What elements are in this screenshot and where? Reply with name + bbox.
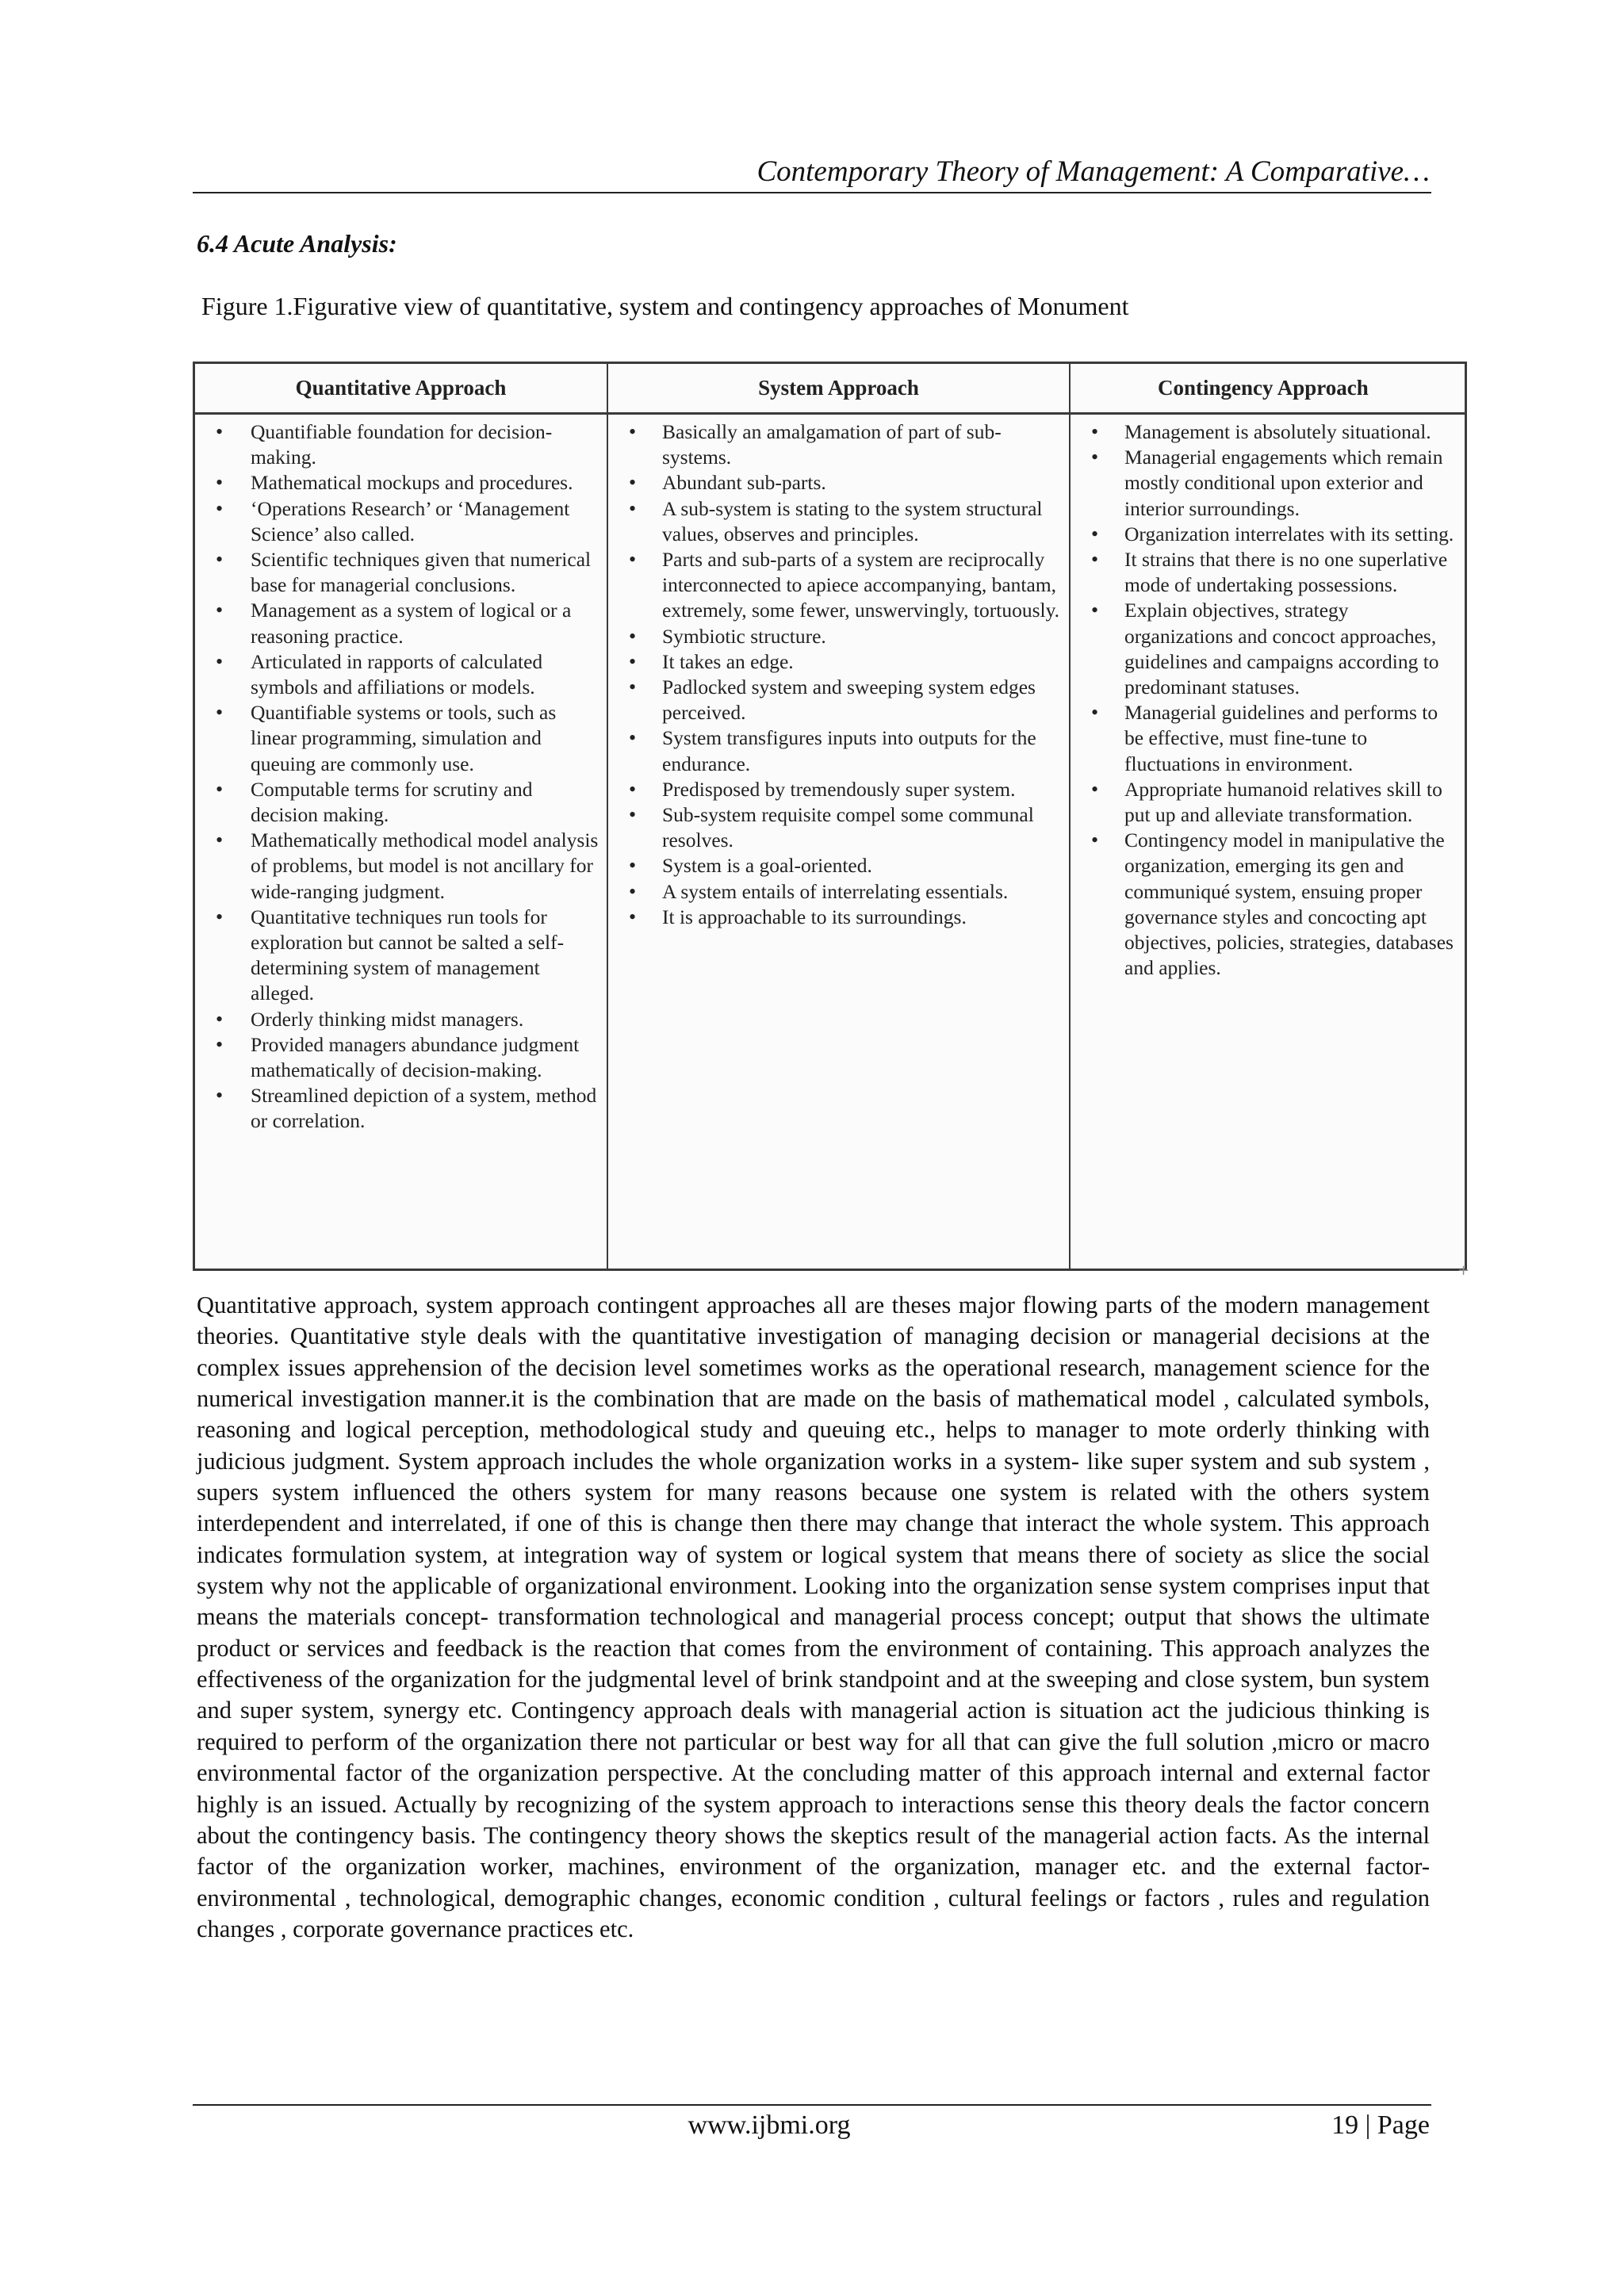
list-item: • Basically an amalgamation of part of sub-systems. bbox=[618, 419, 1061, 470]
crop-mark-icon: + bbox=[1457, 1262, 1470, 1279]
list-item: • Parts and sub-parts of a system are reciprocally interconnected to apiece accompanying, bantam, extremely, some fewer, unswervingly, tortuously. bbox=[618, 547, 1061, 624]
list-item: • Management as a system of logical or a reasoning practice. bbox=[205, 598, 599, 649]
column-quantitative bbox=[195, 415, 608, 1269]
column-header-quantitative: Quantitative Approach bbox=[195, 364, 608, 415]
column-header-system: System Approach bbox=[608, 364, 1071, 415]
list-item: • Sub-system requisite compel some communal resolves. bbox=[618, 802, 1061, 853]
running-header-title: Contemporary Theory of Management: A Comparative… bbox=[756, 155, 1430, 188]
footer-page-number: 19 | Page bbox=[1331, 2110, 1430, 2140]
list-item: • Computable terms for scrutiny and decision making. bbox=[205, 777, 599, 828]
list-item: • System transfigures inputs into outputs for the endurance. bbox=[618, 725, 1061, 776]
list-item: • Appropriate humanoid relatives skill to put up and alleviate transformation. bbox=[1080, 777, 1457, 828]
list-item: • Mathematical mockups and procedures. bbox=[205, 470, 599, 496]
list-item: • Quantifiable systems or tools, such as linear programming, simulation and queuing are commonly use. bbox=[205, 700, 599, 777]
list-item: • A system entails of interrelating essentials. bbox=[618, 879, 1061, 905]
column-system bbox=[608, 415, 1071, 1269]
list-item: • ‘Operations Research’ or ‘Management Science’ also called. bbox=[205, 496, 599, 547]
list-item: • It is approachable to its surroundings. bbox=[618, 905, 1061, 930]
contingency-list bbox=[1080, 419, 1457, 981]
list-item: • Quantitative techniques run tools for exploration but cannot be salted a self-determining system of management alleged. bbox=[205, 905, 599, 1007]
list-item: • System is a goal-oriented. bbox=[618, 853, 1061, 878]
list-item: • A sub-system is stating to the system structural values, observes and principles. bbox=[618, 496, 1061, 547]
list-item: • Abundant sub-parts. bbox=[618, 470, 1061, 496]
list-item: • Articulated in rapports of calculated symbols and affiliations or models. bbox=[205, 649, 599, 700]
footer-rule bbox=[193, 2104, 1431, 2106]
list-item: • Mathematically methodical model analysis of problems, but model is not ancillary for wide-ranging judgment. bbox=[205, 828, 599, 905]
list-item: • Symbiotic structure. bbox=[618, 624, 1061, 649]
section-heading: 6.4 Acute Analysis: bbox=[197, 229, 397, 258]
figure-caption: Figure 1.Figurative view of quantitative, system and contingency approaches of Monument bbox=[201, 292, 1129, 320]
list-item: • Streamlined depiction of a system, method or correlation. bbox=[205, 1083, 599, 1134]
comparison-table-figure bbox=[193, 362, 1467, 1271]
column-header-contingency: Contingency Approach bbox=[1071, 364, 1465, 415]
quantitative-list bbox=[205, 419, 599, 1135]
column-contingency bbox=[1071, 415, 1465, 1269]
list-item: • Orderly thinking midst managers. bbox=[205, 1007, 599, 1032]
list-item: • Scientific techniques given that numerical base for managerial conclusions. bbox=[205, 547, 599, 598]
system-list bbox=[618, 419, 1061, 930]
list-item: • Managerial engagements which remain mostly conditional upon exterior and interior surroundings. bbox=[1080, 445, 1457, 522]
list-item: • Managerial guidelines and performs to be effective, must fine-tune to fluctuations in environment. bbox=[1080, 700, 1457, 777]
list-item: • Contingency model in manipulative the organization, emerging its gen and communiqué system, ensuing proper governance styles and concocting apt objectives, policies, strategies, databases and applies. bbox=[1080, 828, 1457, 981]
list-item: • Organization interrelates with its setting. bbox=[1080, 522, 1457, 547]
list-item: • It takes an edge. bbox=[618, 649, 1061, 675]
list-item: • Padlocked system and sweeping system edges perceived. bbox=[618, 675, 1061, 725]
list-item: • Quantifiable foundation for decision-making. bbox=[205, 419, 599, 470]
list-item: • Predisposed by tremendously super system. bbox=[618, 777, 1061, 802]
header-rule bbox=[193, 192, 1431, 193]
list-item: • Management is absolutely situational. bbox=[1080, 419, 1457, 445]
list-item: • Provided managers abundance judgment mathematically of decision-making. bbox=[205, 1032, 599, 1083]
list-item: • It strains that there is no one superlative mode of undertaking possessions. bbox=[1080, 547, 1457, 598]
list-item: • Explain objectives, strategy organizations and concoct approaches, guidelines and campaigns according to predominant statuses. bbox=[1080, 598, 1457, 700]
body-paragraph: Quantitative approach, system approach contingent approaches all are theses major flowing parts of the modern management theories. Quantitative style deals with the quantitative investigation of managing decision or managerial decisions at the complex issues apprehension of the decision level sometimes works as the operational research, management science for the numerical investigation manner.it is the combination that are made on the basis of mathematical model , calculated symbols, reasoning and logical perception, methodological study and queuing etc., helps to manager to mote orderly thinking with judicious judgment. System approach includes the whole organization works in a system- like super system and sub system , supers system influenced the others system for many reasons because one system is related with the others system interdependent and interrelated, if one of this is change then there may change that interact the whole system. This approach indicates formulation system, at integration way of system or logical system that means there of society as slice the social system why not the applicable of organizational environment. Looking into the organization sense system comprises input that means the materials concept- transformation technological and managerial process concept; output that shows the ultimate product or services and feedback is the reaction that comes from the environment of containing. This approach analyzes the effectiveness of the organization for the judgmental level of brink standpoint and at the sweeping and close system, bun system and super system, synergy etc. Contingency approach deals with managerial action is situation act the judicious thinking is required to perform of the organization there not particular or best way for all that can give the full solution ,micro or macro environmental factor of the organization perspective. At the concluding matter of this approach internal and external factor highly is an issued. Actually by recognizing of the system approach to interactions sense this theory deals the factor concern about the contingency basis. The contingency theory shows the skeptics result of the managerial action facts. As the internal factor of the organization worker, machines, environment of the organization, manager etc. and the external factor- environmental , technological, demographic changes, economic condition , cultural feelings or factors , rules and regulation changes , corporate governance practices etc. bbox=[197, 1292, 1430, 1942]
footer-website: www.ijbmi.org bbox=[688, 2110, 851, 2140]
